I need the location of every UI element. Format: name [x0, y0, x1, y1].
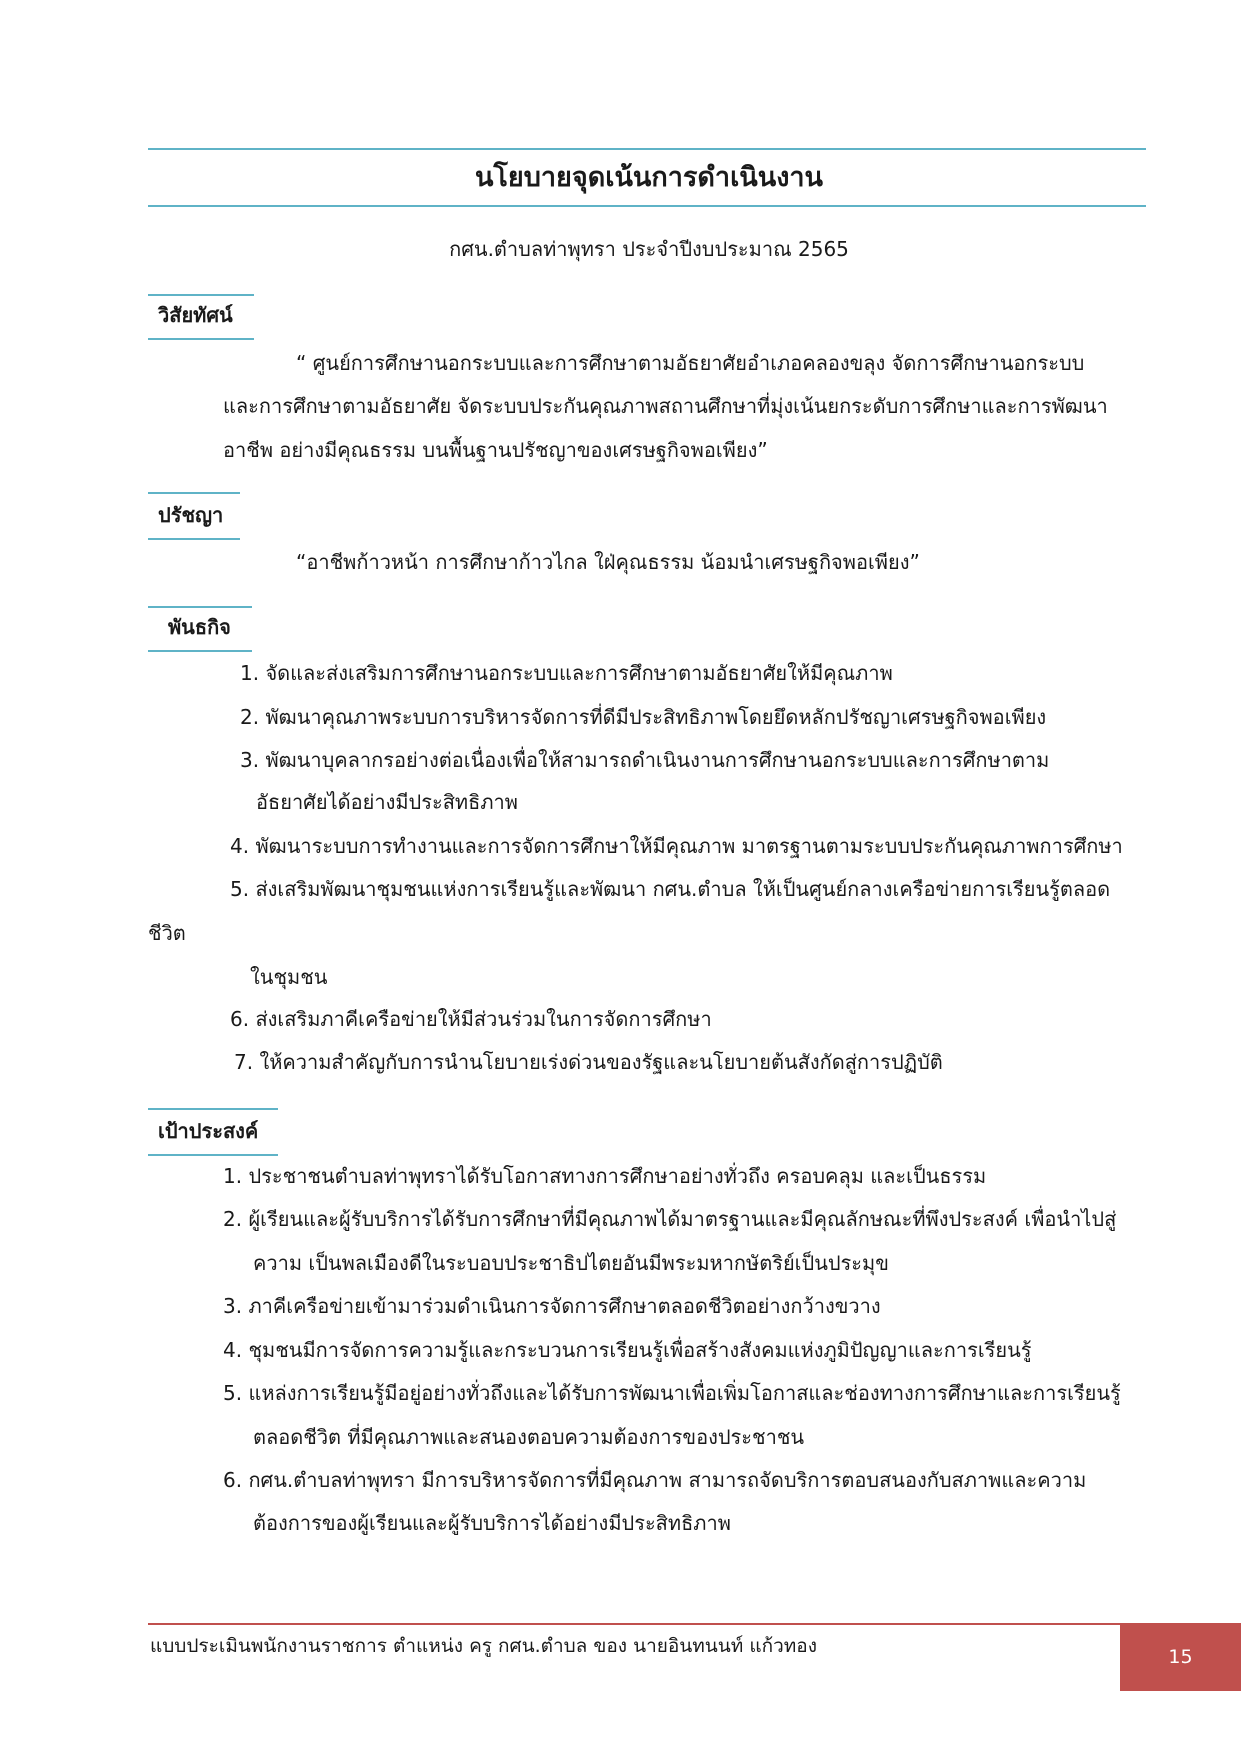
mission-item-continued: ชีวิต	[148, 921, 186, 945]
page-number-box	[1120, 1623, 1241, 1691]
goals-heading-bottom-rule	[148, 1154, 278, 1156]
mission-heading-bottom-rule	[148, 650, 252, 652]
goal-item: 5. แหล่งการเรียนรู้มีอยู่อย่างทั่วถึงและได้รับการพัฒนาเพื่อเพิ่มโอกาสและช่องทางการศึกษาและการเรียนรู้	[223, 1381, 1121, 1405]
mission-item: 2. พัฒนาคุณภาพระบบการบริหารจัดการที่ดีมีประสิทธิภาพโดยยึดหลักปรัชญาเศรษฐกิจพอเพียง	[240, 705, 1047, 729]
mission-item-continued: ในชุมชน	[250, 965, 328, 989]
mission-heading-top-rule	[148, 606, 252, 608]
philosophy-text: “อาชีพก้าวหน้า การศึกษาก้าวไกล ใฝ่คุณธรรม น้อมนำเศรษฐกิจพอเพียง”	[296, 550, 920, 574]
goals-heading-top-rule	[148, 1108, 278, 1110]
vision-heading: วิสัยทัศน์	[158, 303, 233, 327]
mission-item-continued: อัธยาศัยได้อย่างมีประสิทธิภาพ	[256, 790, 518, 814]
mission-item: 7. ให้ความสำคัญกับการนำนโยบายเร่งด่วนของรัฐและนโยบายต้นสังกัดสู่การปฏิบัติ	[234, 1050, 943, 1074]
mission-item: 3. พัฒนาบุคลากรอย่างต่อเนื่องเพื่อให้สามารถดำเนินงานการศึกษานอกระบบและการศึกษาตาม	[240, 748, 1050, 772]
goal-item: 2. ผู้เรียนและผู้รับบริการได้รับการศึกษาที่มีคุณภาพได้มาตรฐานและมีคุณลักษณะที่พึงประสงค์ เพื่อนำไปสู่	[223, 1207, 1117, 1231]
footer-text: แบบประเมินพนักงานราชการ ตำแหน่ง ครู กศน.ตำบล ของ นายอินทนนท์ แก้วทอง	[150, 1635, 817, 1657]
mission-heading: พันธกิจ	[168, 615, 231, 639]
vision-heading-top-rule	[148, 294, 254, 296]
vision-line: อาชีพ อย่างมีคุณธรรม บนพื้นฐานปรัชญาของเศรษฐกิจพอเพียง”	[223, 438, 768, 462]
goal-item-continued: ตลอดชีวิต ที่มีคุณภาพและสนองตอบความต้องการของประชาชน	[253, 1425, 805, 1449]
mission-item: 6. ส่งเสริมภาคีเครือข่ายให้มีส่วนร่วมในการจัดการศึกษา	[230, 1007, 712, 1031]
goal-item-continued: ต้องการของผู้เรียนและผู้รับบริการได้อย่างมีประสิทธิภาพ	[253, 1511, 731, 1535]
goals-heading: เป้าประสงค์	[158, 1119, 259, 1143]
philosophy-heading-bottom-rule	[148, 538, 240, 540]
page-subtitle: กศน.ตำบลท่าพุทรา ประจำปีงบประมาณ 2565	[449, 237, 849, 261]
title-bottom-rule	[148, 205, 1146, 207]
goal-item: 4. ชุมชนมีการจัดการความรู้และกระบวนการเรียนรู้เพื่อสร้างสังคมแห่งภูมิปัญญาและการเรียนรู้	[223, 1338, 1032, 1362]
vision-line: “ ศูนย์การศึกษานอกระบบและการศึกษาตามอัธยาศัยอำเภอคลองขลุง จัดการศึกษานอกระบบ	[296, 351, 1085, 375]
page-title: นโยบายจุดเน้นการดำเนินงาน	[474, 162, 824, 193]
page-number: 15	[1168, 1646, 1193, 1668]
vision-line: และการศึกษาตามอัธยาศัย จัดระบบประกันคุณภาพสถานศึกษาที่มุ่งเน้นยกระดับการศึกษาและการพัฒนา	[223, 394, 1108, 418]
mission-item: 5. ส่งเสริมพัฒนาชุมชนแห่งการเรียนรู้และพัฒนา กศน.ตำบล ให้เป็นศูนย์กลางเครือข่ายการเรียนรู้ตลอด	[230, 877, 1111, 901]
goal-item: 3. ภาคีเครือข่ายเข้ามาร่วมดำเนินการจัดการศึกษาตลอดชีวิตอย่างกว้างขวาง	[223, 1294, 881, 1318]
goal-item: 6. กศน.ตำบลท่าพุทรา มีการบริหารจัดการที่มีคุณภาพ สามารถจัดบริการตอบสนองกับสภาพและความ	[223, 1468, 1087, 1492]
goal-item: 1. ประชาชนตำบลท่าพุทราได้รับโอกาสทางการศึกษาอย่างทั่วถึง ครอบคลุม และเป็นธรรม	[223, 1164, 987, 1188]
mission-item: 4. พัฒนาระบบการทำงานและการจัดการศึกษาให้มีคุณภาพ มาตรฐานตามระบบประกันคุณภาพการศึกษา	[230, 834, 1123, 858]
goal-item-continued: ความ เป็นพลเมืองดีในระบอบประชาธิปไตยอันมีพระมหากษัตริย์เป็นประมุข	[253, 1251, 889, 1275]
title-top-rule	[148, 148, 1146, 150]
philosophy-heading: ปรัชญา	[158, 503, 224, 527]
mission-item: 1. จัดและส่งเสริมการศึกษานอกระบบและการศึกษาตามอัธยาศัยให้มีคุณภาพ	[240, 661, 893, 685]
philosophy-heading-top-rule	[148, 492, 240, 494]
vision-heading-bottom-rule	[148, 338, 254, 340]
footer-rule	[148, 1623, 1120, 1625]
